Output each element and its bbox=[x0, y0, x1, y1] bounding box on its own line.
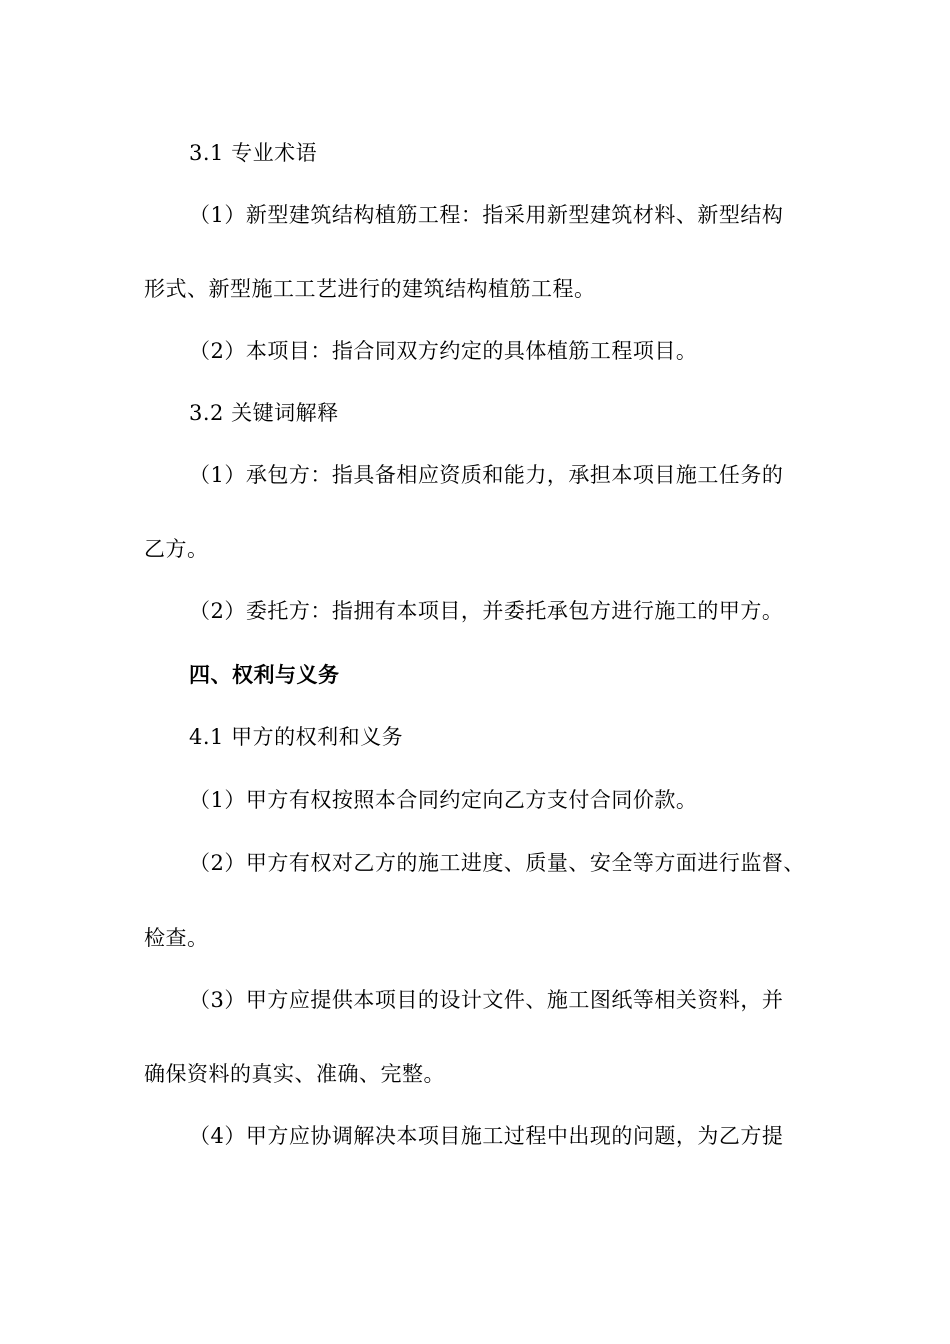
section-heading-4-1: 4.1 甲方的权利和义务 bbox=[189, 725, 404, 749]
paragraph-line: 确保资料的真实、准确、完整。 bbox=[144, 1062, 445, 1086]
paragraph-line: （1）承包方：指具备相应资质和能力，承担本项目施工任务的 bbox=[189, 463, 784, 487]
paragraph-line: （2）本项目：指合同双方约定的具体植筋工程项目。 bbox=[189, 339, 698, 363]
section-heading-3-2: 3.2 关键词解释 bbox=[189, 401, 339, 425]
section-heading-3-1: 3.1 专业术语 bbox=[189, 141, 318, 165]
paragraph-line: （3）甲方应提供本项目的设计文件、施工图纸等相关资料，并 bbox=[189, 988, 784, 1012]
paragraph-line: （2）甲方有权对乙方的施工进度、质量、安全等方面进行监督、 bbox=[189, 851, 805, 875]
paragraph-line: 乙方。 bbox=[144, 537, 209, 561]
paragraph-line: 形式、新型施工工艺进行的建筑结构植筋工程。 bbox=[144, 277, 596, 301]
paragraph-line: （1）甲方有权按照本合同约定向乙方支付合同价款。 bbox=[189, 788, 698, 812]
paragraph-line: （2）委托方：指拥有本项目，并委托承包方进行施工的甲方。 bbox=[189, 599, 784, 623]
chapter-heading: 四、权利与义务 bbox=[189, 662, 340, 687]
paragraph-line: 检查。 bbox=[144, 926, 209, 950]
paragraph-line: （1）新型建筑结构植筋工程：指采用新型建筑材料、新型结构 bbox=[189, 203, 784, 227]
paragraph-line: （4）甲方应协调解决本项目施工过程中出现的问题，为乙方提 bbox=[189, 1124, 784, 1148]
